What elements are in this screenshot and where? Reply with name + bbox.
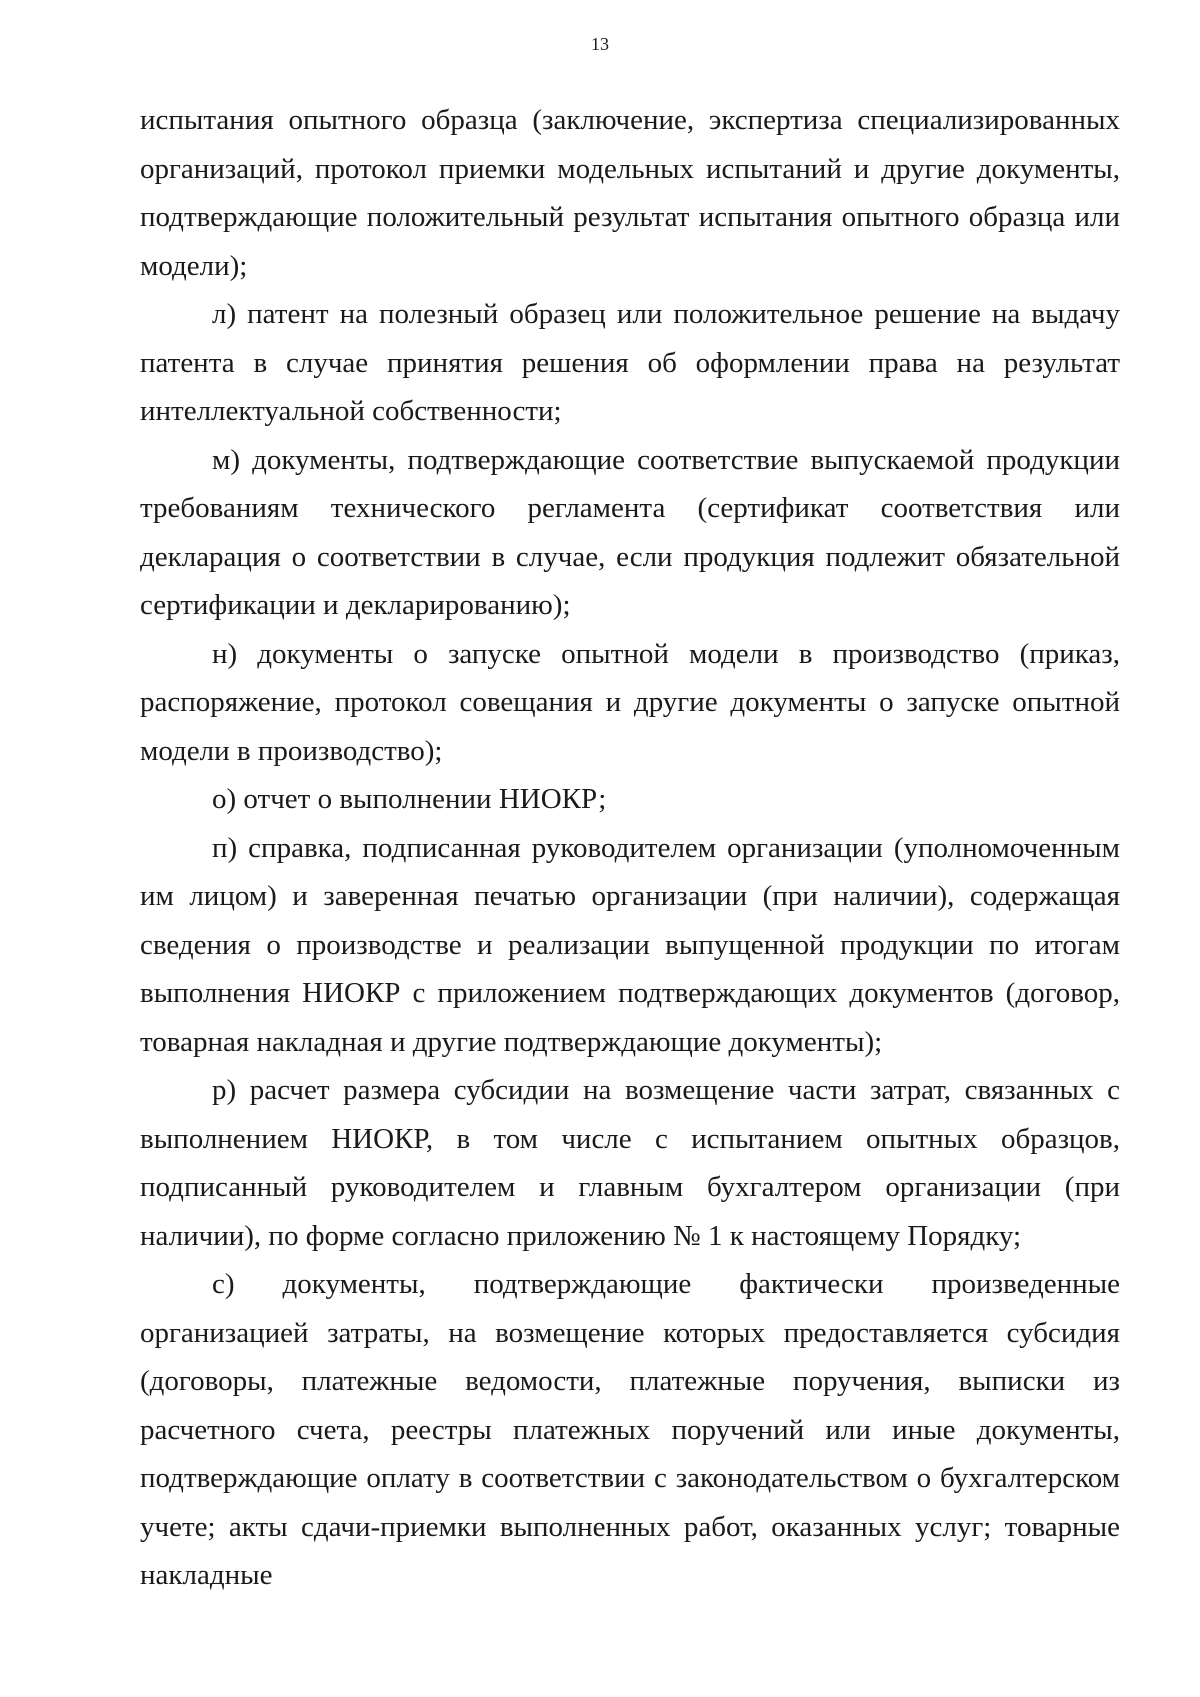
paragraph-item-m: м) документы, подтверждающие соответствие выпускаемой продукции требованиям технического регламента (сертификат соответствия или декларация о соответствии в случае, если продукция подлежит обязательной сертификации и декларированию); bbox=[140, 443, 1120, 621]
paragraph-item-r: р) расчет размера субсидии на возмещение части затрат, связанных с выполнением НИОКР, в том числе с испытанием опытных образцов, подписанный руководителем и главным бухгалтером организации (при наличии), по форме согласно приложению № 1 к настоящему Порядку; bbox=[140, 1074, 1120, 1252]
paragraph-item-n: н) документы о запуске опытной модели в производство (приказ, распоряжение, протокол совещания и другие документы о запуске опытной модели в производство); bbox=[140, 637, 1120, 767]
document-body bbox=[140, 96, 1120, 1600]
paragraph-item-p: п) справка, подписанная руководителем организации (уполномоченным им лицом) и заверенная печатью организации (при наличии), содержащая сведения о производстве и реализации выпущенной продукции по итогам выполнения НИОКР с приложением подтверждающих документов (договор, товарная накладная и другие подтверждающие документы); bbox=[140, 831, 1120, 1058]
paragraph-item-l: л) патент на полезный образец или положительное решение на выдачу патента в случае принятия решения об оформлении права на результат интеллектуальной собственности; bbox=[140, 298, 1120, 427]
paragraph-item-o: о) отчет о выполнении НИОКР; bbox=[212, 783, 607, 815]
paragraph-item-s: с) документы, подтверждающие фактически произведенные организацией затраты, на возмещение которых предоставляется субсидия (договоры, платежные ведомости, платежные поручения, выписки из расчетного счета, реестры платежных поручений или иные документы, подтверждающие оплату в соответствии с законодательством о бухгалтерском учете; акты сдачи-приемки выполненных работ, оказанных услуг; товарные накладные bbox=[140, 1268, 1120, 1591]
paragraph-continuation: испытания опытного образца (заключение, экспертиза специализированных организаций, протокол приемки модельных испытаний и другие документы, подтверждающие положительный результат испытания опытного образца или модели); bbox=[140, 104, 1120, 282]
page-number: 13 bbox=[591, 34, 609, 54]
